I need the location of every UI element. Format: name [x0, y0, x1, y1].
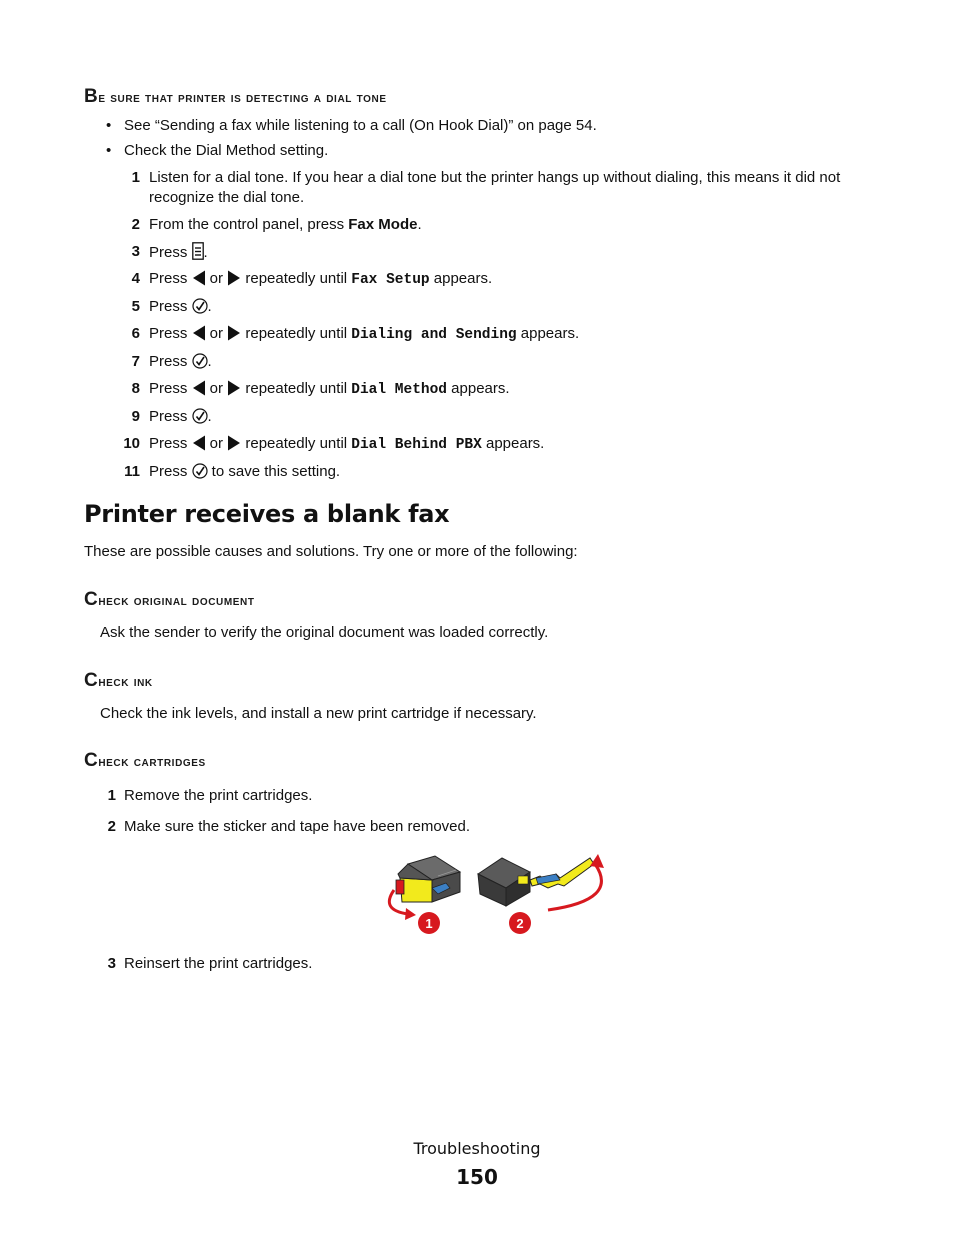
section-title-ink: Check ink — [84, 670, 153, 691]
section-title-cartridges: Check cartridges — [84, 750, 206, 771]
step-1: 1 Listen for a dial tone. If you hear a dial tone but the printer hangs up without dialing, this means it did not recognize the dial tone. — [131, 169, 841, 206]
left-arrow-icon — [192, 270, 206, 286]
right-arrow-icon — [227, 380, 241, 396]
page-heading: Printer receives a blank fax — [84, 500, 450, 528]
color-cartridge-image — [396, 856, 460, 902]
select-check-icon — [192, 463, 208, 479]
right-arrow-icon — [227, 270, 241, 286]
callout-2-label: 2 — [516, 916, 524, 931]
bullet-item: • See “Sending a fax while listening to a call (On Hook Dial)” on page 54. — [106, 117, 597, 134]
black-cartridge-image — [478, 858, 530, 906]
select-check-icon — [192, 298, 208, 314]
select-check-icon — [192, 353, 208, 369]
intro-text: These are possible causes and solutions. Try one or more of the following: — [84, 543, 578, 560]
left-arrow-icon — [192, 435, 206, 451]
section-title-dial-tone: Be sure that printer is detecting a dial tone — [84, 86, 387, 107]
page-number: 150 — [456, 1165, 498, 1189]
callout-1-label: 1 — [425, 916, 433, 931]
left-arrow-icon — [192, 325, 206, 341]
section-text-ink: Check the ink levels, and install a new print cartridge if necessary. — [100, 705, 537, 722]
cartridge-removal-illustration — [380, 850, 615, 940]
footer-section-label: Troubleshooting — [413, 1139, 541, 1158]
section-text-original-document: Ask the sender to verify the original document was loaded correctly. — [100, 624, 549, 641]
select-check-icon — [192, 408, 208, 424]
right-arrow-icon — [227, 325, 241, 341]
left-arrow-icon — [192, 380, 206, 396]
menu-icon — [192, 242, 204, 260]
right-arrow-icon — [227, 435, 241, 451]
section-title-original-document: Check original document — [84, 589, 255, 610]
bullet-item: • Check the Dial Method setting. — [106, 142, 329, 159]
